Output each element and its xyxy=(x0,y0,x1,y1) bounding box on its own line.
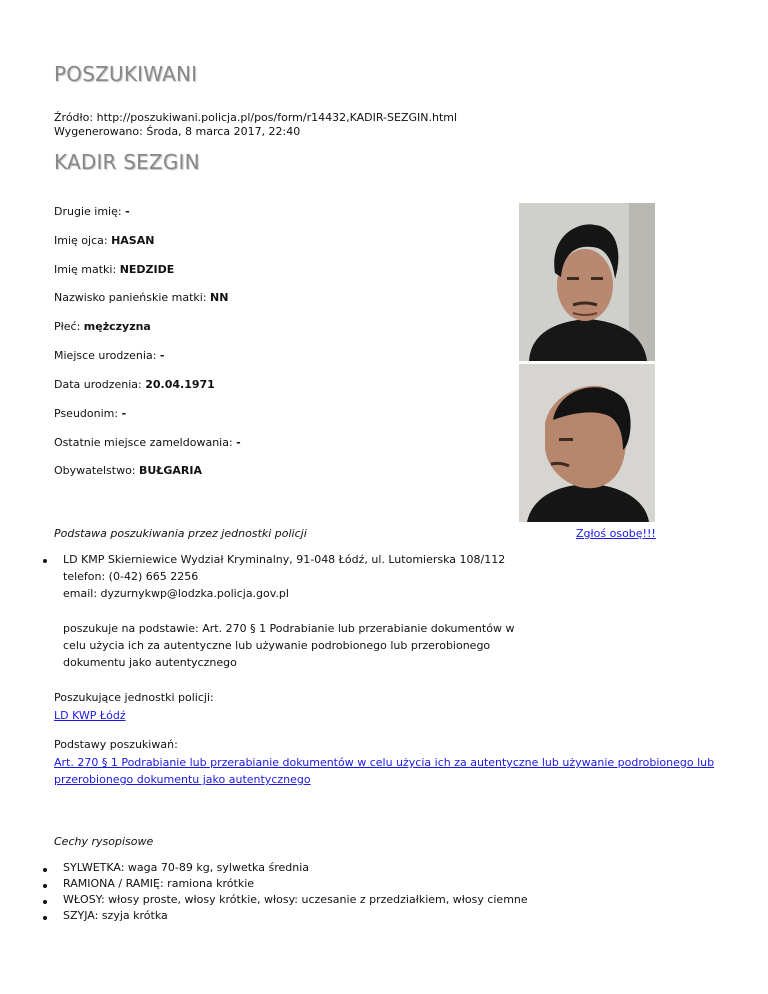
field-middle-name xyxy=(54,205,130,218)
field-value: 20.04.1971 xyxy=(145,378,215,391)
legal-basis-link-line[interactable]: przerobionego dokumentu jako autentycznego xyxy=(54,773,311,786)
bullet-icon xyxy=(43,559,47,563)
field-label: Imię ojca: xyxy=(54,234,108,247)
field-value: - xyxy=(159,349,165,362)
legal-basis-link-line[interactable]: Art. 270 § 1 Podrabianie lub przerabianie dokumentów w celu użycia ich za autentyczne lub używanie podrobionego lub xyxy=(54,756,715,769)
field-alias xyxy=(54,407,126,420)
field-birthplace xyxy=(54,349,164,362)
photo-front xyxy=(519,203,655,361)
source-line xyxy=(54,111,457,125)
field-value: HASAN xyxy=(111,234,155,247)
bullet-icon xyxy=(43,868,47,872)
field-father-name xyxy=(54,234,154,247)
generated-label: Wygenerowano: xyxy=(54,125,143,138)
field-value: - xyxy=(125,205,130,218)
field-value: NN xyxy=(210,291,229,304)
field-label: Ostatnie miejsce zameldowania: xyxy=(54,436,233,449)
field-label: Miejsce urodzenia: xyxy=(54,349,157,362)
searching-basis xyxy=(63,620,514,671)
bullet-icon xyxy=(43,916,47,920)
field-mother-maiden-name xyxy=(54,291,228,304)
unit-email: email: dyzurnykwp@lodzka.policja.gov.pl xyxy=(63,587,289,600)
searching-unit-link[interactable]: LD KWP Łódź xyxy=(54,709,126,722)
basis-heading: Podstawa poszukiwania przez jednostki policji xyxy=(54,527,307,540)
bullet-icon xyxy=(43,884,47,888)
unit-address: LD KMP Skierniewice Wydział Kryminalny, 91-048 Łódź, ul. Lutomierska 108/112 xyxy=(63,553,506,566)
field-label: Imię matki: xyxy=(54,263,117,276)
source-url: http://poszukiwani.policja.pl/pos/form/r14432,KADIR-SEZGIN.html xyxy=(96,111,458,124)
field-label: Pseudonim: xyxy=(54,407,119,420)
unit-phone: telefon: (0-42) 665 2256 xyxy=(63,570,199,583)
field-citizenship xyxy=(54,464,202,477)
feature-item: SYLWETKA: waga 70-89 kg, sylwetka średnia xyxy=(63,861,310,874)
searching-basis-line: dokumentu jako autentycznego xyxy=(63,656,237,669)
searching-basis-line: celu użycia ich za autentyczne lub używanie podrobionego lub przerobionego xyxy=(63,639,491,652)
bullet-icon xyxy=(43,900,47,904)
site-title: POSZUKIWANI xyxy=(54,62,198,86)
feature-item: WŁOSY: włosy proste, włosy krótkie, włosy: uczesanie z przedziałkiem, włosy ciemne xyxy=(63,893,528,906)
features-heading: Cechy rysopisowe xyxy=(54,835,154,848)
searching-units-heading: Poszukujące jednostki policji: xyxy=(54,691,214,704)
field-label: Obywatelstwo: xyxy=(54,464,136,477)
report-person-link[interactable]: Zgłoś osobę!!! xyxy=(576,527,656,540)
field-value: - xyxy=(121,407,127,420)
field-value: - xyxy=(236,436,241,449)
generated-value: Środa, 8 marca 2017, 22:40 xyxy=(146,125,301,138)
field-birthdate xyxy=(54,378,215,391)
field-label: Drugie imię: xyxy=(54,205,122,218)
source-label: Źródło: xyxy=(54,111,94,124)
field-mother-name xyxy=(54,263,174,276)
legal-basis-link[interactable] xyxy=(54,754,714,788)
feature-item: RAMIONA / RAMIĘ: ramiona krótkie xyxy=(63,877,255,890)
unit-details xyxy=(63,551,505,602)
generated-line xyxy=(54,125,300,139)
person-name: KADIR SEZGIN xyxy=(54,150,200,174)
legal-basis-heading: Podstawy poszukiwań: xyxy=(54,738,178,751)
field-sex xyxy=(54,320,151,333)
field-label: Nazwisko panieńskie matki: xyxy=(54,291,207,304)
photo-profile xyxy=(519,364,655,522)
field-last-residence xyxy=(54,436,241,449)
searching-basis-line: poszukuje na podstawie: Art. 270 § 1 Podrabianie lub przerabianie dokumentów w xyxy=(63,622,515,635)
field-value: mężczyzna xyxy=(83,320,151,333)
field-label: Data urodzenia: xyxy=(54,378,142,391)
field-value: BUŁGARIA xyxy=(139,464,203,477)
feature-item: SZYJA: szyja krótka xyxy=(63,909,168,922)
field-label: Płeć: xyxy=(54,320,81,333)
field-value: NEDZIDE xyxy=(119,263,175,276)
